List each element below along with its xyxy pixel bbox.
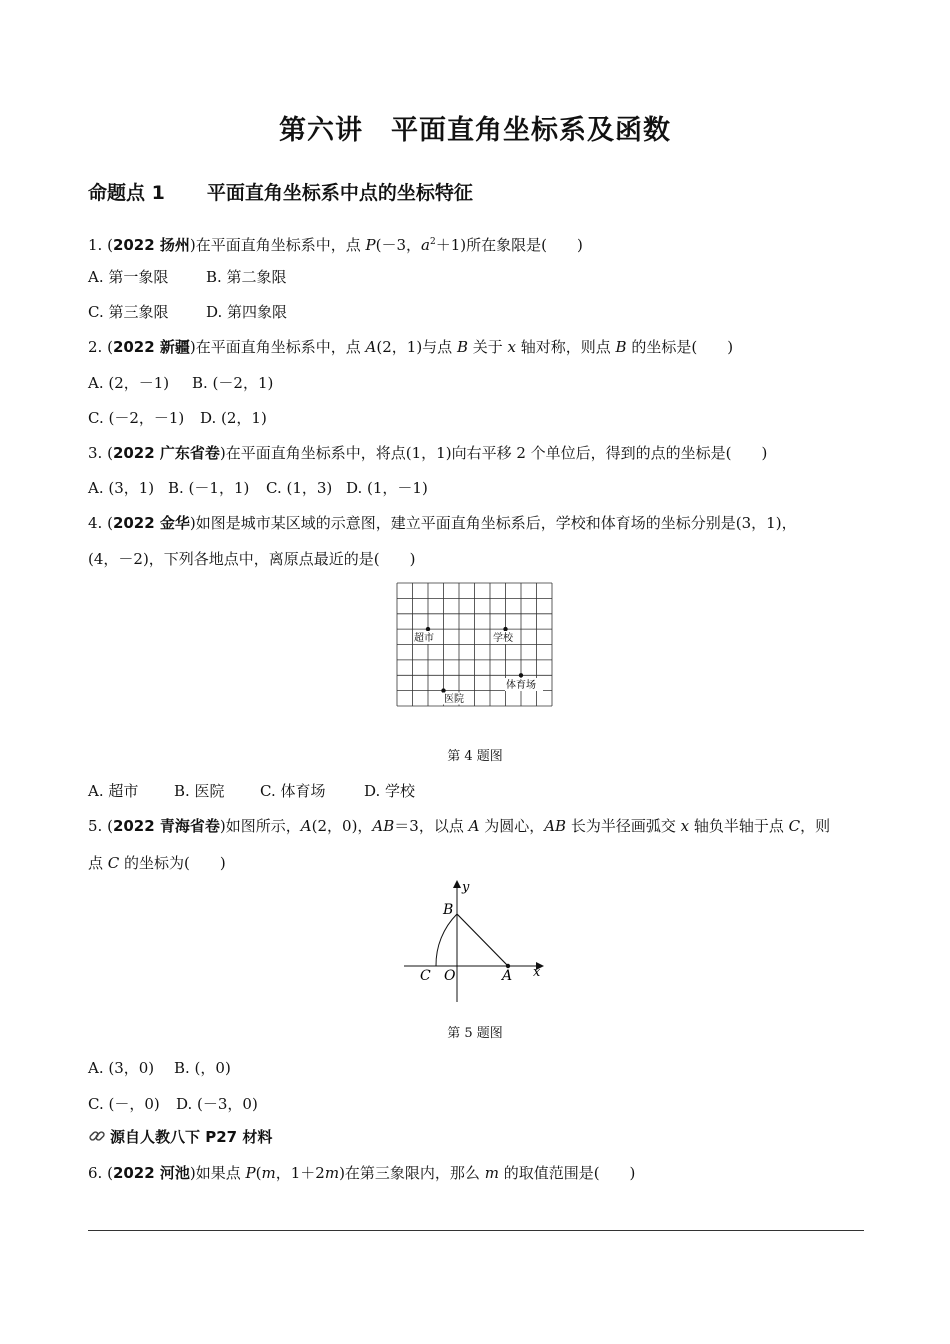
question-4-source: 2022 金华 (112, 514, 190, 532)
question-5-option-a[interactable]: A. (3，0) (88, 1059, 155, 1077)
question-3-stem: 3. (2022 广东省卷)在平面直角坐标系中，将点(1，1)向右平移 2 个单位后，得到的点的坐标是( ) (88, 444, 768, 462)
page-title: 第六讲 平面直角坐标系及函数 (279, 115, 671, 146)
question-3-option-d[interactable]: D. (1，－1) (346, 479, 428, 497)
question-1-stem: 1. (2022 扬州)在平面直角坐标系中，点 P(－3，$a^2+1$)所在象限是( ) (88, 236, 583, 254)
question-3-option-c[interactable]: C. (1，3) (266, 479, 333, 497)
question-5-options-row-2 (88, 1094, 258, 1114)
supermarket-label: 超市 (414, 633, 434, 644)
x-axis-label: x (533, 965, 541, 980)
section-text: 平面直角坐标系中点的坐标特征 (206, 182, 473, 204)
label-c: C (420, 968, 431, 984)
hospital-label: 医院 (444, 694, 464, 705)
question-2-source: 2022 新疆 (112, 338, 190, 356)
question-2-options-row-2 (88, 408, 267, 428)
section-heading (88, 178, 473, 205)
question-1-options-row-1 (88, 267, 287, 287)
reference-text: 源自人教八下 P27 材料 (110, 1128, 273, 1146)
question-3-option-a[interactable]: A. (3，1) (88, 479, 155, 497)
stadium-point (519, 673, 523, 677)
question-2-option-b[interactable]: B. (－2，1) (192, 374, 274, 392)
label-o: O (444, 968, 456, 984)
segment-ab (457, 914, 508, 966)
footer-rule (88, 1230, 864, 1231)
question-2-option-c[interactable]: C. (－2，－1) (88, 409, 185, 427)
question-1-option-d[interactable]: D. 第四象限 (206, 303, 288, 321)
section-label: 命题点 1 (88, 182, 165, 204)
hospital-point (441, 688, 445, 692)
question-1-options-row-2 (88, 302, 287, 322)
label-b: B (443, 902, 454, 918)
question-5-source: 2022 青海省卷 (112, 817, 220, 835)
question-4-stem-line-1: 4. (2022 金华)如图是城市某区域的示意图，建立平面直角坐标系后，学校和体育场的坐标分别是(3，1)， (88, 514, 797, 532)
question-4-option-b[interactable]: B. 医院 (174, 782, 225, 800)
school-label: 学校 (493, 633, 513, 644)
question-4-option-c[interactable]: C. 体育场 (260, 782, 326, 800)
question-2-stem: 2. (2022 新疆)在平面直角坐标系中，点 A(2，1)与点 B 关于 x 轴对称，则点 B 的坐标是( ) (88, 338, 734, 356)
question-1-option-a[interactable]: A. 第一象限 (88, 268, 169, 286)
question-2-option-d[interactable]: D. (2，1) (200, 409, 267, 427)
question-4-option-a[interactable]: A. 超市 (88, 782, 139, 800)
question-5-stem-line-1: 5. (2022 青海省卷)如图所示，A(2，0)，AB＝3，以点 A 为圆心，AB 长为半径画弧交 x 轴负半轴于点 C，则 (88, 817, 831, 835)
figure-5-caption: 第 5 题图 (447, 1026, 503, 1041)
link-icon (88, 1127, 106, 1145)
y-axis-label: y (462, 880, 470, 895)
school-point (503, 627, 507, 631)
arc-bc (436, 914, 457, 966)
question-5-option-d[interactable]: D. (－3，0) (176, 1095, 258, 1113)
question-4-map-figure (396, 582, 554, 710)
question-2-option-a[interactable]: A. (2，－1) (88, 374, 170, 392)
question-2-options-row-1 (88, 373, 273, 393)
question-1-option-b[interactable]: B. 第二象限 (206, 268, 287, 286)
question-5-options-row-1 (88, 1058, 231, 1078)
question-6-source: 2022 河池 (112, 1164, 190, 1182)
label-a: A (502, 968, 513, 984)
question-4-options (88, 781, 415, 801)
question-4-option-d[interactable]: D. 学校 (364, 782, 416, 800)
question-4-stem-line-2: (4，－2)，下列各地点中，离原点最近的是( ) (88, 550, 416, 568)
question-3-option-b[interactable]: B. (－1，1) (168, 479, 250, 497)
figure-4-caption: 第 4 题图 (447, 749, 503, 764)
question-3-options (88, 478, 428, 498)
stadium-label: 体育场 (506, 680, 536, 691)
supermarket-point (426, 627, 430, 631)
question-3-source: 2022 广东省卷 (112, 444, 220, 462)
question-6-stem: 6. (2022 河池)如果点 P(m，1＋2m)在第三象限内，那么 m 的取值范围是( ) (88, 1164, 636, 1182)
question-5-stem-line-2: 点 C 的坐标为( ) (88, 854, 226, 872)
textbook-reference[interactable] (88, 1126, 272, 1147)
question-1-source: 2022 扬州 (112, 236, 190, 254)
question-5-arc-figure (400, 878, 550, 1006)
question-5-option-c[interactable]: C. (－，0) (88, 1095, 160, 1113)
question-5-option-b[interactable]: B. (，0) (174, 1059, 231, 1077)
question-1-option-c[interactable]: C. 第三象限 (88, 303, 169, 321)
